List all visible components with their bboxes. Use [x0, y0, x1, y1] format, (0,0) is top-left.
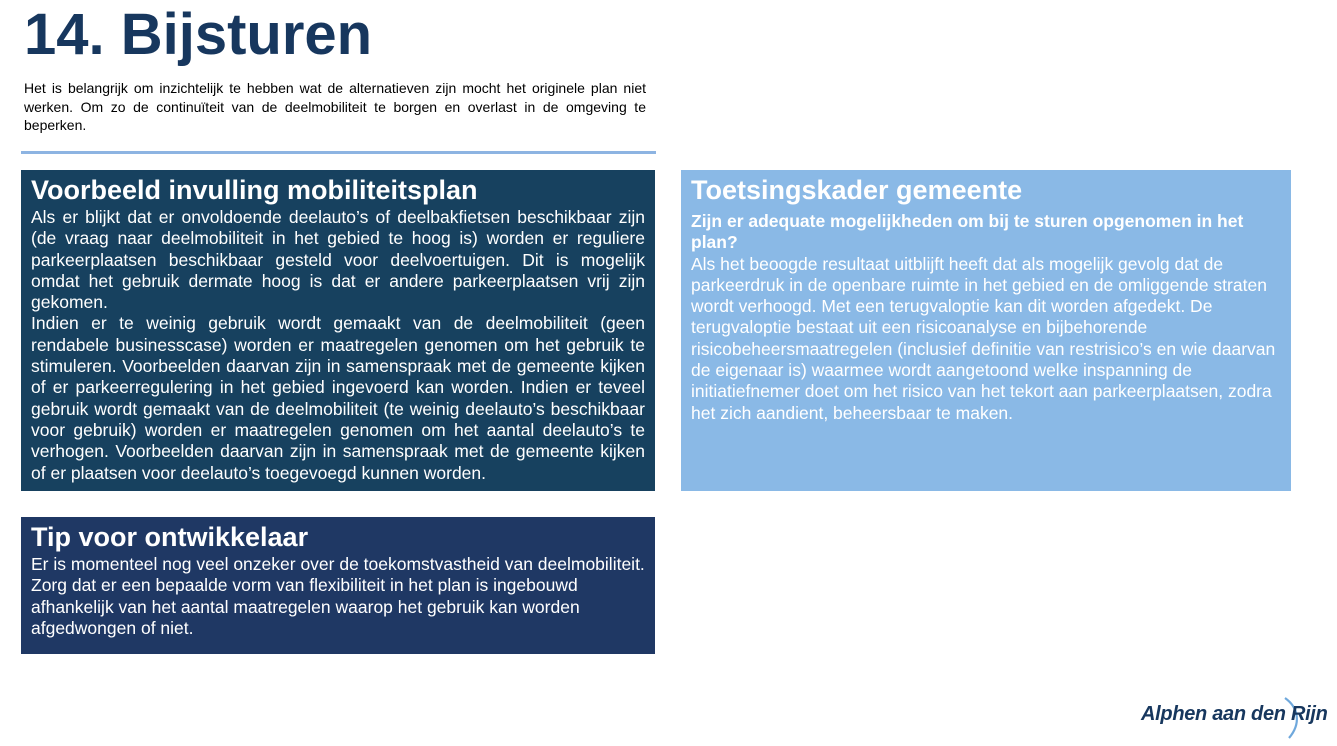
logo-text: Alphen aan den Rijn [1141, 703, 1328, 725]
municipality-logo [1139, 694, 1328, 740]
plan-box-paragraph-2: Indien er te weinig gebruik wordt gemaakt van de deelmobiliteit (geen rendabele businesscase) worden er maatregelen genomen om het gebruik te stimuleren. Voorbeelden daarvan zijn in samenspraak met de gemeente kijken of er parkeerregulering in het gebied ingevoerd kan worden. Indien er teveel gebruik wordt gemaakt van de deelmobiliteit (te weinig deelauto’s beschikbaar voor gebruik) worden er maatregelen genomen om het aantal deelauto’s te verhogen. Voorbeelden daarvan zijn in samenspraak met de gemeente kijken of er plaatsen voor deelauto’s toegevoegd kunnen worden. [31, 313, 645, 483]
toets-box-question: Zijn er adequate mogelijkheden om bij te sturen opgenomen in het plan? [691, 211, 1244, 253]
plan-box-paragraph-1: Als er blijkt dat er onvoldoende deelauto’s of deelbakfietsen beschikbaar zijn (de vraag naar deelmobiliteit in het gebied te hoog is) worden er reguliere parkeerplaatsen beschikbaar gesteld voor deelvoertuigen. Dit is mogelijk omdat het gebruik dermate hoog is dat er andere parkeerplaatsen vrij zijn gekomen. [31, 207, 645, 313]
developer-tip-box [21, 517, 655, 654]
tip-box-body: Er is momenteel nog veel onzeker over de toekomstvastheid van deelmobiliteit. Zorg dat er een bepaalde vorm van flexibiliteit in het plan is ingebouwd afhankelijk van het aantal maatregelen waarop het gebruik kan worden afgedwongen of niet. [31, 554, 645, 638]
divider [21, 151, 656, 154]
page-title: 14. Bijsturen [24, 2, 373, 67]
mobility-plan-example-box [21, 170, 655, 491]
intro-text: Het is belangrijk om inzichtelijk te hebben wat de alternatieven zijn mocht het originele plan niet werken. Om zo de continuïteit van de deelmobiliteit te borgen en overlast in de omgeving te beperken. [24, 80, 646, 133]
tip-box-heading: Tip voor ontwikkelaar [31, 522, 309, 552]
assessment-framework-box [681, 170, 1291, 491]
plan-box-heading: Voorbeeld invulling mobiliteitsplan [31, 175, 478, 205]
toets-box-body: Als het beoogde resultaat uitblijft heeft dat als mogelijk gevolg dat de parkeerdruk in de openbare ruimte in het gebied en de omliggende straten wordt verhoogd. Met een terugvaloptie kan dit worden afgedekt. De terugvaloptie bestaat uit een risicoanalyse en bijbehorende risicobeheersmaatregelen (inclusief definitie van restrisico’s en wie daarvan de eigenaar is) waarmee wordt aangetoond welke inspanning de initiatiefnemer doet om het risico van het tekort aan parkeerplaatsen, zodra het zich aandient, beheersbaar te maken. [691, 253, 1276, 423]
toets-box-heading: Toetsingskader gemeente [691, 175, 1023, 205]
